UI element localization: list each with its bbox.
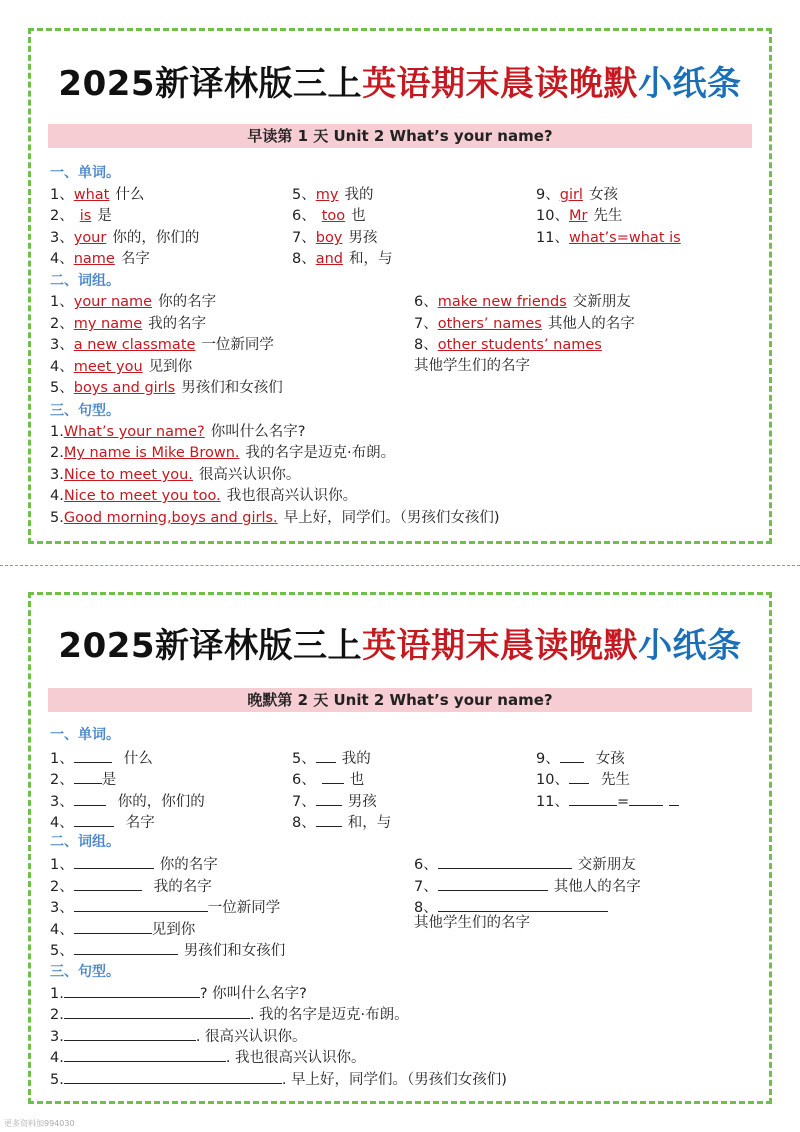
word-item: 7、boy 男孩 bbox=[292, 230, 378, 246]
word-blank-item: 1、 什么 bbox=[50, 748, 153, 768]
answer-blank[interactable] bbox=[64, 1047, 226, 1062]
section-heading-phrases: 二、词组。 bbox=[50, 834, 120, 850]
footer-watermark: 更多资料加994030 bbox=[4, 1119, 75, 1128]
answer-blank[interactable] bbox=[316, 812, 342, 827]
phrase-blank-item: 1、 你的名字 bbox=[50, 854, 218, 874]
sentence-blank-item: 5. . 早上好，同学们。（男孩们女孩们) bbox=[50, 1069, 507, 1089]
answer-blank[interactable] bbox=[64, 1069, 282, 1084]
word-blank-item: 8、 和，与 bbox=[292, 812, 391, 832]
answer-blank[interactable] bbox=[438, 897, 608, 912]
word-item: 6、 too 也 bbox=[292, 208, 366, 224]
word-blank-item: 11、 = bbox=[536, 791, 679, 811]
word-item: 3、your 你的，你们的 bbox=[50, 230, 200, 246]
answer-blank[interactable] bbox=[74, 812, 114, 827]
sentence-item: 1.What’s your name? 你叫什么名字? bbox=[50, 424, 306, 440]
answer-blank[interactable] bbox=[322, 769, 344, 784]
word-item: 4、name 名字 bbox=[50, 251, 150, 267]
cut-line bbox=[0, 565, 800, 566]
answer-blank[interactable] bbox=[74, 940, 178, 955]
answer-blank[interactable] bbox=[64, 1004, 250, 1019]
phrase-blank-item: 6、 交新朋友 bbox=[414, 854, 636, 874]
sentence-item: 2.My name is Mike Brown. 我的名字是迈克·布朗。 bbox=[50, 445, 396, 461]
phrase-item: 1、your name 你的名字 bbox=[50, 294, 217, 310]
section-heading-words: 一、单词。 bbox=[50, 727, 120, 743]
word-item: 1、what 什么 bbox=[50, 187, 145, 203]
phrase-blank-item: 7、 其他人的名字 bbox=[414, 876, 641, 896]
phrase-item: 6、make new friends 交新朋友 bbox=[414, 294, 631, 310]
sentence-blank-item: 1. ? 你叫什么名字? bbox=[50, 983, 307, 1003]
answer-blank[interactable] bbox=[438, 876, 548, 891]
answer-blank[interactable] bbox=[74, 769, 102, 784]
answer-blank[interactable] bbox=[74, 897, 208, 912]
word-blank-item: 3、 你的，你们的 bbox=[50, 791, 205, 811]
page-title: 2025新译林版三上英语期末晨读晚默小纸条 bbox=[58, 626, 742, 666]
phrase-item: 7、others’ names 其他人的名字 bbox=[414, 316, 635, 332]
phrase-blank-item: 8、 bbox=[414, 897, 608, 917]
word-blank-item: 4、 名字 bbox=[50, 812, 155, 832]
answer-blank[interactable] bbox=[64, 1026, 196, 1041]
answer-blank[interactable] bbox=[669, 791, 679, 806]
answer-blank[interactable] bbox=[316, 748, 336, 763]
phrase-item: 2、my name 我的名字 bbox=[50, 316, 207, 332]
phrase-item: 5、boys and girls 男孩们和女孩们 bbox=[50, 380, 283, 396]
answer-blank[interactable] bbox=[560, 748, 584, 763]
answer-blank[interactable] bbox=[74, 919, 152, 934]
phrase-blank-item: 2、 我的名字 bbox=[50, 876, 212, 896]
section-heading-phrases: 二、词组。 bbox=[50, 273, 120, 289]
sentence-item: 4.Nice to meet you too. 我也很高兴认识你。 bbox=[50, 488, 358, 504]
sentence-blank-item: 3. . 很高兴认识你。 bbox=[50, 1026, 307, 1046]
answer-blank[interactable] bbox=[438, 854, 572, 869]
section-heading-words: 一、单词。 bbox=[50, 165, 120, 181]
phrase-translation: 其他学生们的名字 bbox=[414, 915, 530, 931]
answer-blank[interactable] bbox=[74, 876, 142, 891]
word-item: 11、what’s=what is bbox=[536, 230, 681, 246]
phrase-blank-item: 3、 一位新同学 bbox=[50, 897, 280, 917]
answer-blank[interactable] bbox=[64, 983, 200, 998]
page-title: 2025新译林版三上英语期末晨读晚默小纸条 bbox=[58, 64, 742, 104]
answer-blank[interactable] bbox=[74, 791, 106, 806]
lesson-banner: 晚默第 2 天 Unit 2 What’s your name? bbox=[48, 688, 752, 712]
word-item: 8、and 和，与 bbox=[292, 251, 393, 267]
sentence-blank-item: 2. . 我的名字是迈克·布朗。 bbox=[50, 1004, 409, 1024]
answer-blank[interactable] bbox=[569, 791, 617, 806]
answer-blank[interactable] bbox=[569, 769, 589, 784]
word-blank-item: 6、 也 bbox=[292, 769, 364, 789]
word-item: 10、Mr 先生 bbox=[536, 208, 623, 224]
section-heading-sentences: 三、句型。 bbox=[50, 964, 120, 980]
answer-blank[interactable] bbox=[74, 748, 112, 763]
word-item: 2、 is 是 bbox=[50, 208, 112, 224]
sentence-item: 5.Good morning,boys and girls. 早上好，同学们。（男孩们女孩们) bbox=[50, 510, 500, 526]
phrase-blank-item: 5、 男孩们和女孩们 bbox=[50, 940, 285, 960]
sentence-blank-item: 4. . 我也很高兴认识你。 bbox=[50, 1047, 366, 1067]
word-item: 5、my 我的 bbox=[292, 187, 374, 203]
phrase-blank-item: 4、 见到你 bbox=[50, 919, 195, 939]
word-item: 9、girl 女孩 bbox=[536, 187, 618, 203]
sentence-item: 3.Nice to meet you. 很高兴认识你。 bbox=[50, 467, 301, 483]
answer-blank[interactable] bbox=[74, 854, 154, 869]
word-blank-item: 2、 是 bbox=[50, 769, 116, 789]
word-blank-item: 5、 我的 bbox=[292, 748, 371, 768]
phrase-item: 4、meet you 见到你 bbox=[50, 359, 193, 375]
word-blank-item: 7、 男孩 bbox=[292, 791, 377, 811]
phrase-item: 8、other students’ names bbox=[414, 337, 602, 353]
lesson-banner: 早读第 1 天 Unit 2 What’s your name? bbox=[48, 124, 752, 148]
word-blank-item: 9、 女孩 bbox=[536, 748, 625, 768]
answer-blank[interactable] bbox=[629, 791, 663, 806]
word-blank-item: 10、 先生 bbox=[536, 769, 630, 789]
phrase-item: 3、a new classmate 一位新同学 bbox=[50, 337, 274, 353]
section-heading-sentences: 三、句型。 bbox=[50, 403, 120, 419]
answer-blank[interactable] bbox=[316, 791, 342, 806]
phrase-translation: 其他学生们的名字 bbox=[414, 358, 530, 374]
